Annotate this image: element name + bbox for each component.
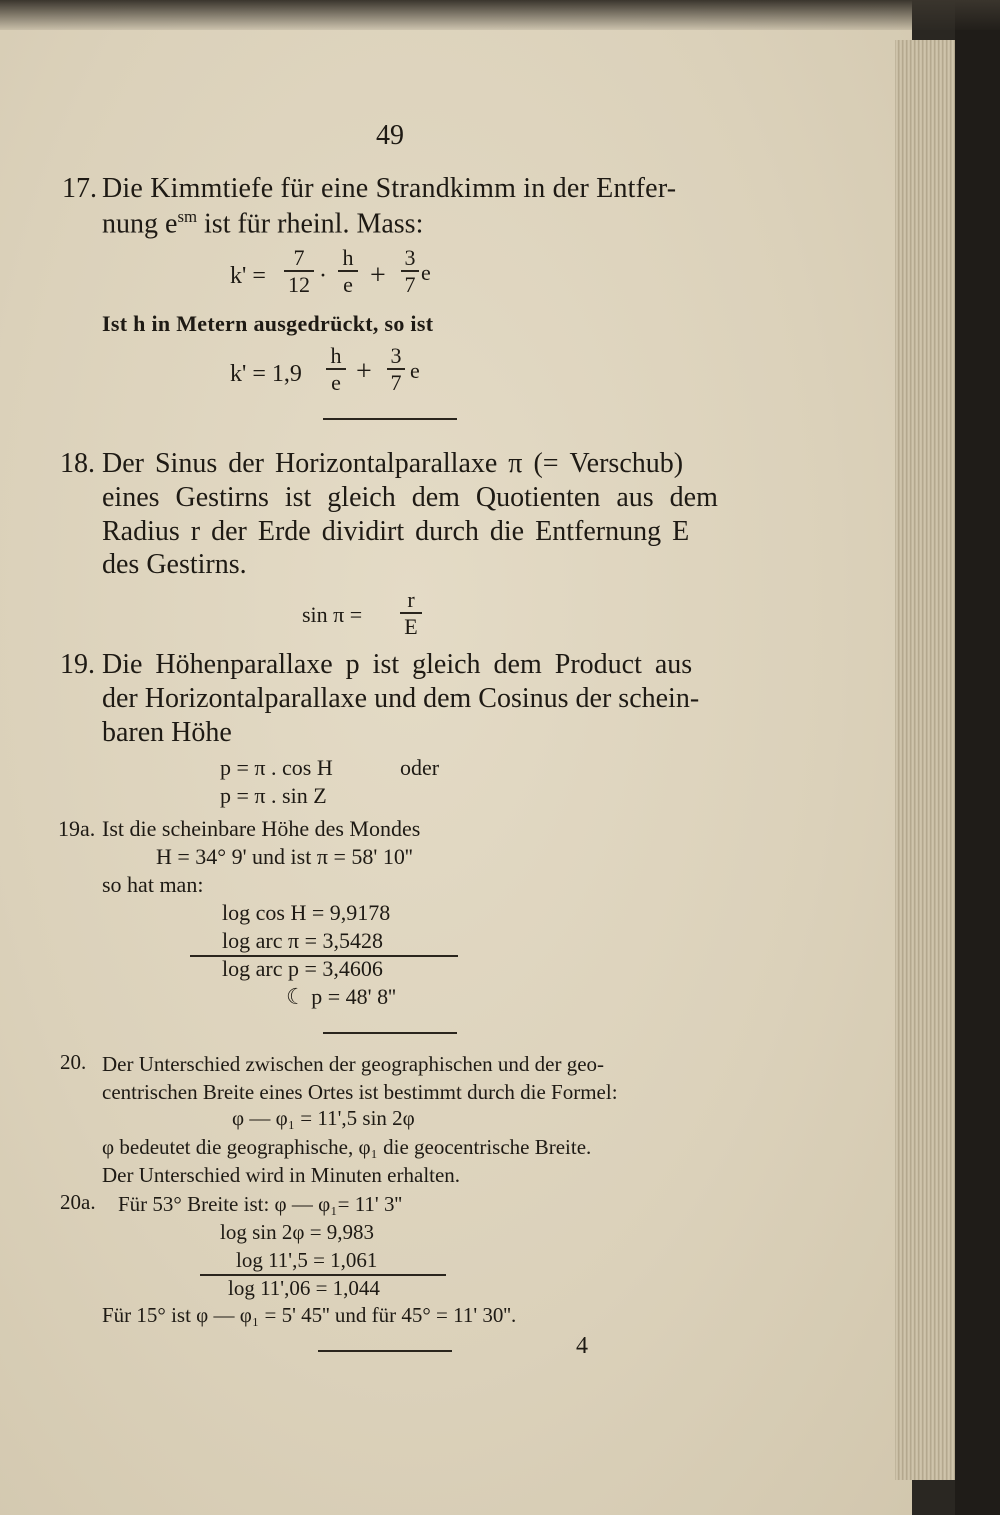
text-20-line4: Der Unterschied wird in Minuten erhalten.: [102, 1163, 461, 1187]
item-number-19: 19.: [60, 649, 95, 680]
frac-den: 7: [390, 369, 402, 395]
item-number-17: 17.: [62, 173, 97, 204]
formula-17-e: e: [421, 260, 431, 285]
calc-19a-row4: ☾ p = 48' 8'': [286, 984, 397, 1009]
text-19a-line3: so hat man:: [102, 872, 204, 897]
formula-19-2: p = π . sin Z: [220, 783, 327, 808]
text-19a-line1: Ist die scheinbare Höhe des Mondes: [102, 816, 421, 841]
frac-den: e: [343, 271, 353, 297]
formula-17b-lhs: k' = 1,9: [230, 361, 302, 387]
item-number-19a: 19a.: [58, 816, 96, 841]
text-20a-line2: Für 15° ist φ — φ₁ = 5' 45'' und für 45° = 11' 30''.: [102, 1303, 517, 1327]
section-divider-1: [323, 418, 457, 420]
formula-17-frac-3-7: [401, 246, 419, 296]
text-20-line2: centrischen Breite eines Ortes ist bestimmt durch die Formel:: [102, 1080, 618, 1104]
text-18-line4: des Gestirns.: [102, 549, 247, 580]
text-18-line2: eines Gestirns ist gleich dem Quotienten aus dem: [102, 482, 718, 513]
text-19-line1: Die Höhenparallaxe p ist gleich dem Product aus: [102, 649, 693, 680]
formula-17-frac-h-e: [338, 246, 358, 296]
formula-19-1: p = π . cos H: [220, 755, 333, 780]
item-number-20a: 20a.: [60, 1190, 96, 1214]
formula-19-oder: oder: [400, 755, 440, 780]
text-19-line3: baren Höhe: [102, 717, 232, 748]
calc-19a-row1: log cos H = 9,9178: [222, 900, 391, 925]
formula-17b-frac-h-e: [326, 344, 346, 394]
calc-20a-row2: log 11',5 = 1,061: [236, 1248, 378, 1272]
frac-den: e: [331, 369, 341, 395]
calc-19a-row2: log arc π = 3,5428: [222, 928, 383, 953]
text-17-line2b: ist für rheinl. Mass:: [197, 208, 424, 240]
frac-den: 12: [288, 271, 310, 297]
text-18-line1: Der Sinus der Horizontalparallaxe π (= Verschub): [102, 448, 684, 479]
text-19-line2: der Horizontalparallaxe und dem Cosinus der schein-: [102, 683, 700, 714]
text-17-line2: [102, 209, 423, 238]
frac-num: 7: [293, 245, 305, 270]
text-18-line3: Radius r der Erde dividirt durch die Entfernung E: [102, 516, 690, 547]
text-20a-line1: Für 53° Breite ist: φ — φ₁= 11' 3'': [118, 1192, 403, 1216]
text-17-sup: sm: [177, 207, 198, 226]
frac-num: h: [330, 343, 342, 368]
item-number-20: 20.: [60, 1050, 87, 1074]
formula-18-lhs: sin π =: [302, 602, 363, 627]
frac-num: r: [407, 587, 415, 612]
section-divider-2: [323, 1032, 457, 1034]
text-17-line2a: nung e: [102, 208, 178, 240]
formula-17b-frac-3-7: [387, 344, 405, 394]
formula-17b-plus: +: [356, 356, 372, 387]
frac-num: 3: [390, 343, 402, 368]
book-cover-top-shadow: [0, 0, 1000, 30]
text-17-line1: Die Kimmtiefe für eine Strandkimm in der Entfer-: [102, 173, 677, 204]
page-stack-edge: [895, 40, 957, 1480]
formula-17-dot: ·: [319, 263, 327, 289]
formula-20: φ — φ₁ = 11',5 sin 2φ: [232, 1106, 415, 1130]
formula-17-frac-7-12: [284, 246, 314, 296]
page-number: 49: [376, 120, 404, 151]
frac-num: 3: [404, 245, 416, 270]
footer-divider: [318, 1350, 452, 1352]
formula-17-plus: +: [370, 260, 386, 291]
formula-18-frac-r-E: [400, 588, 422, 638]
book-cover-right: [955, 0, 1000, 1515]
frac-den: 7: [404, 271, 416, 297]
signature-mark: 4: [576, 1333, 588, 1359]
frac-den: E: [404, 613, 418, 639]
frac-num: h: [342, 245, 354, 270]
formula-17b-e: e: [410, 358, 420, 383]
formula-17-lhs: k' =: [230, 263, 266, 289]
text-17-note: Ist h in Metern ausgedrückt, so ist: [102, 311, 434, 336]
text-19a-line2: H = 34° 9' und ist π = 58' 10'': [156, 844, 413, 869]
calc-19a-row3: log arc p = 3,4606: [222, 956, 383, 981]
text-20-line1: Der Unterschied zwischen der geographischen und der geo-: [102, 1052, 605, 1076]
text-20-line3: φ bedeutet die geographische, φ₁ die geocentrische Breite.: [102, 1135, 592, 1159]
calc-20a-row3: log 11',06 = 1,044: [228, 1276, 380, 1300]
item-number-18: 18.: [60, 448, 95, 479]
calc-20a-row1: log sin 2φ = 9,983: [220, 1220, 375, 1244]
